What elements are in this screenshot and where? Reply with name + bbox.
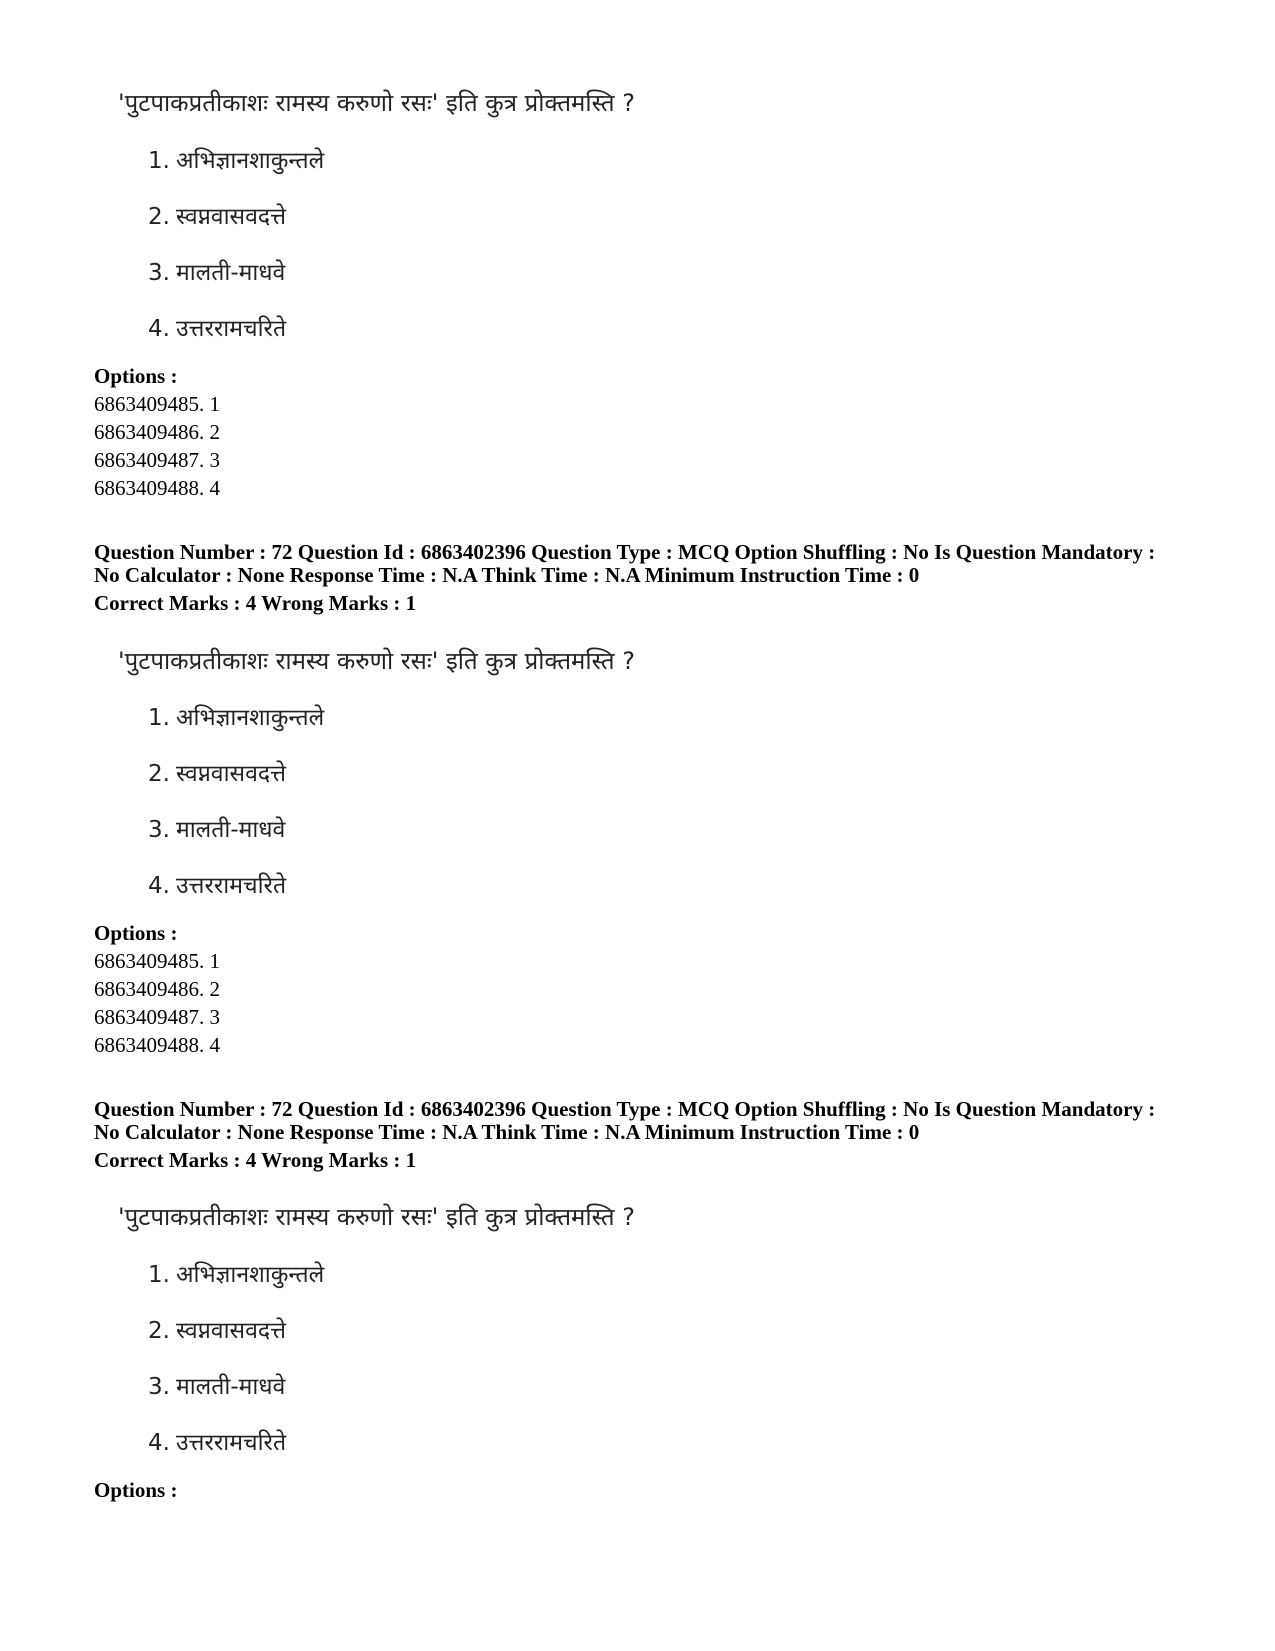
question-stem: 'पुटपाकप्रतीकाशः रामस्य करुणो रसः' इति कुत्र प्रोक्तमस्ति ?: [118, 1203, 635, 1231]
choice-item: [148, 700, 324, 732]
choice-number: 1.: [148, 148, 170, 174]
marks-line: Correct Marks : 4 Wrong Marks : 1: [94, 1148, 417, 1172]
option-id-line: 6863409486. 2: [94, 977, 220, 1001]
question-stem: 'पुटपाकप्रतीकाशः रामस्य करुणो रसः' इति कुत्र प्रोक्तमस्ति ?: [118, 647, 635, 675]
option-id-line: 6863409488. 4: [94, 1033, 220, 1057]
choice-item: [148, 199, 286, 231]
choice-text: मालती-माधवे: [175, 260, 286, 286]
choice-number: 4.: [148, 873, 170, 899]
choice-text: उत्तररामचरिते: [175, 316, 287, 342]
question-stem: 'पुटपाकप्रतीकाशः रामस्य करुणो रसः' इति कुत्र प्रोक्तमस्ति ?: [118, 89, 635, 117]
choice-item: [148, 756, 286, 788]
question-meta-line-1: Question Number : 72 Question Id : 6863402396 Question Type : MCQ Option Shuffling : No Is Question Mandatory :: [94, 1097, 1156, 1121]
choice-item: [148, 255, 285, 287]
choice-text: स्वप्नवासवदत्ते: [175, 1318, 286, 1344]
choice-text: स्वप्नवासवदत्ते: [175, 204, 286, 230]
option-id-line: 6863409488. 4: [94, 476, 220, 500]
choice-text: अभिज्ञानशाकुन्तले: [175, 148, 325, 174]
choice-item: [148, 1257, 324, 1289]
choice-item: [148, 1425, 286, 1457]
option-id-line: 6863409485. 1: [94, 949, 220, 973]
choice-number: 2.: [148, 761, 170, 787]
choice-text: अभिज्ञानशाकुन्तले: [175, 705, 325, 731]
option-id-line: 6863409487. 3: [94, 1005, 220, 1029]
choice-number: 3.: [148, 817, 170, 843]
choice-item: [148, 1369, 285, 1401]
choice-number: 3.: [148, 1374, 170, 1400]
choice-text: उत्तररामचरिते: [175, 1430, 287, 1456]
choice-number: 2.: [148, 204, 170, 230]
choice-text: उत्तररामचरिते: [175, 873, 287, 899]
choice-number: 4.: [148, 1430, 170, 1456]
choice-number: 4.: [148, 316, 170, 342]
option-id-line: 6863409486. 2: [94, 420, 220, 444]
choice-item: [148, 311, 286, 343]
option-id-line: 6863409485. 1: [94, 392, 220, 416]
choice-number: 1.: [148, 705, 170, 731]
choice-number: 1.: [148, 1262, 170, 1288]
options-heading: Options :: [94, 921, 178, 945]
options-heading: Options :: [94, 364, 178, 388]
options-heading: Options :: [94, 1478, 178, 1502]
choice-item: [148, 143, 324, 175]
option-id-line: 6863409487. 3: [94, 448, 220, 472]
choice-text: स्वप्नवासवदत्ते: [175, 761, 286, 787]
choice-number: 3.: [148, 260, 170, 286]
choice-item: [148, 812, 285, 844]
choice-text: मालती-माधवे: [175, 817, 286, 843]
marks-line: Correct Marks : 4 Wrong Marks : 1: [94, 591, 417, 615]
question-meta-line-2: No Calculator : None Response Time : N.A Think Time : N.A Minimum Instruction Time : 0: [94, 563, 920, 587]
question-meta-line-2: No Calculator : None Response Time : N.A Think Time : N.A Minimum Instruction Time : 0: [94, 1120, 920, 1144]
choice-number: 2.: [148, 1318, 170, 1344]
choice-text: अभिज्ञानशाकुन्तले: [175, 1262, 325, 1288]
question-meta-line-1: Question Number : 72 Question Id : 6863402396 Question Type : MCQ Option Shuffling : No Is Question Mandatory :: [94, 540, 1156, 564]
choice-item: [148, 868, 286, 900]
choice-item: [148, 1313, 286, 1345]
choice-text: मालती-माधवे: [175, 1374, 286, 1400]
